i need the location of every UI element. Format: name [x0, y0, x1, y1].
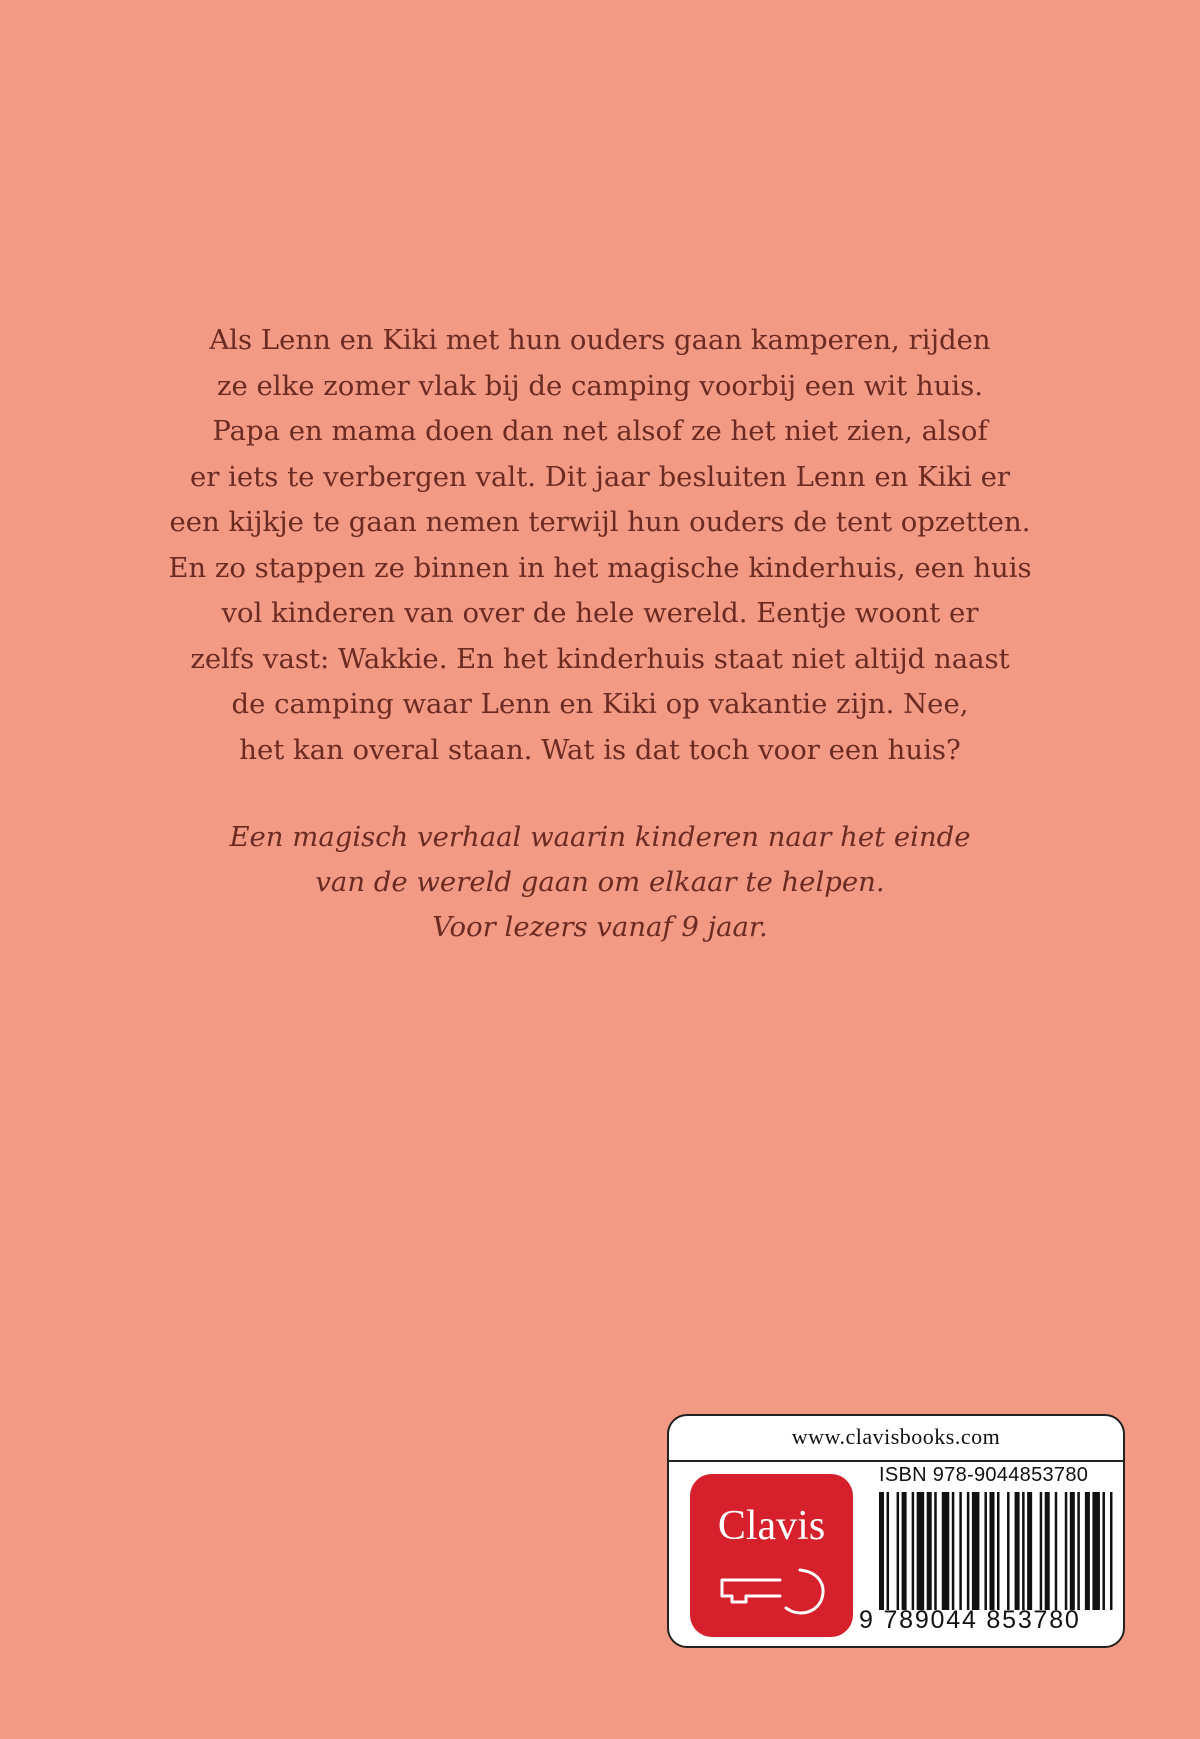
barcode-bar — [984, 1492, 987, 1610]
barcode-bar — [927, 1492, 932, 1610]
barcode-bar — [1027, 1492, 1032, 1610]
barcode-bar — [1070, 1492, 1075, 1610]
barcode-bar — [989, 1492, 994, 1610]
barcode-bar — [917, 1492, 925, 1610]
barcode-bar — [997, 1492, 1000, 1610]
barcode-bar — [1015, 1492, 1020, 1610]
blurb-line: er iets te verbergen valt. Dit jaar besluiten Lenn en Kiki er — [189, 460, 1011, 493]
barcode-bar — [1102, 1492, 1105, 1610]
barcode-bar — [967, 1492, 970, 1610]
barcode-bar — [897, 1492, 900, 1610]
barcode-bar — [1110, 1492, 1113, 1610]
clavis-logo — [690, 1474, 853, 1637]
blurb-line: Als Lenn en Kiki met hun ouders gaan kamperen, rijden — [209, 324, 991, 356]
blurb-line: En zo stappen ze binnen in het magische kinderhuis, een huis — [168, 551, 1032, 584]
blurb-line: zelfs vast: Wakkie. En het kinderhuis staat niet altijd naast — [190, 642, 1010, 675]
barcode-bar — [934, 1492, 937, 1610]
barcode-bar — [1065, 1492, 1068, 1610]
blurb-line: Papa en mama doen dan net alsof ze het niet zien, alsof — [212, 415, 988, 447]
barcode-bar — [1092, 1492, 1100, 1610]
barcode-bar — [972, 1492, 980, 1610]
key-icon — [718, 1562, 828, 1622]
barcode-bar — [902, 1492, 907, 1610]
tagline-line: Een magisch verhaal waarin kinderen naar het einde — [229, 821, 971, 853]
tagline-text — [160, 815, 1040, 950]
barcode-bar — [1045, 1492, 1050, 1610]
barcode-bar — [1040, 1492, 1043, 1610]
blurb-line: een kijkje te gaan nemen terwijl hun ouders de tent opzetten. — [169, 506, 1031, 538]
publisher-barcode-box — [667, 1414, 1125, 1648]
barcode — [879, 1492, 1115, 1610]
divider — [669, 1460, 1123, 1462]
barcode-bar — [879, 1492, 884, 1610]
blurb-line: het kan overal staan. Wat is dat toch voor een huis? — [239, 733, 961, 766]
barcode-bar — [952, 1492, 955, 1610]
barcode-bar — [887, 1492, 890, 1610]
blurb-line: ze elke zomer vlak bij de camping voorbij een wit huis. — [217, 369, 983, 402]
barcode-bar — [942, 1492, 950, 1610]
barcode-digits: 9 789044 853780 — [859, 1606, 1081, 1634]
barcode-bar — [1022, 1492, 1025, 1610]
barcode-bar — [959, 1492, 962, 1610]
blurb-line: de camping waar Lenn en Kiki op vakantie zijn. Nee, — [231, 688, 969, 720]
barcode-bar — [1055, 1492, 1058, 1610]
barcode-bar — [912, 1492, 915, 1610]
logo-text: Clavis — [717, 1503, 826, 1549]
blurb-line: vol kinderen van over de hele wereld. Eentje woont er — [221, 597, 979, 629]
blurb-text — [160, 318, 1040, 773]
barcode-bar — [1077, 1492, 1080, 1610]
isbn-label: ISBN 978-9044853780 — [879, 1464, 1089, 1486]
tagline-line: Voor lezers vanaf 9 jaar. — [432, 911, 768, 943]
publisher-website[interactable]: www.clavisbooks.com — [791, 1424, 1001, 1449]
tagline-line: van de wereld gaan om elkaar te helpen. — [315, 866, 885, 898]
barcode-bar — [1007, 1492, 1010, 1610]
barcode-bar — [1085, 1492, 1090, 1610]
